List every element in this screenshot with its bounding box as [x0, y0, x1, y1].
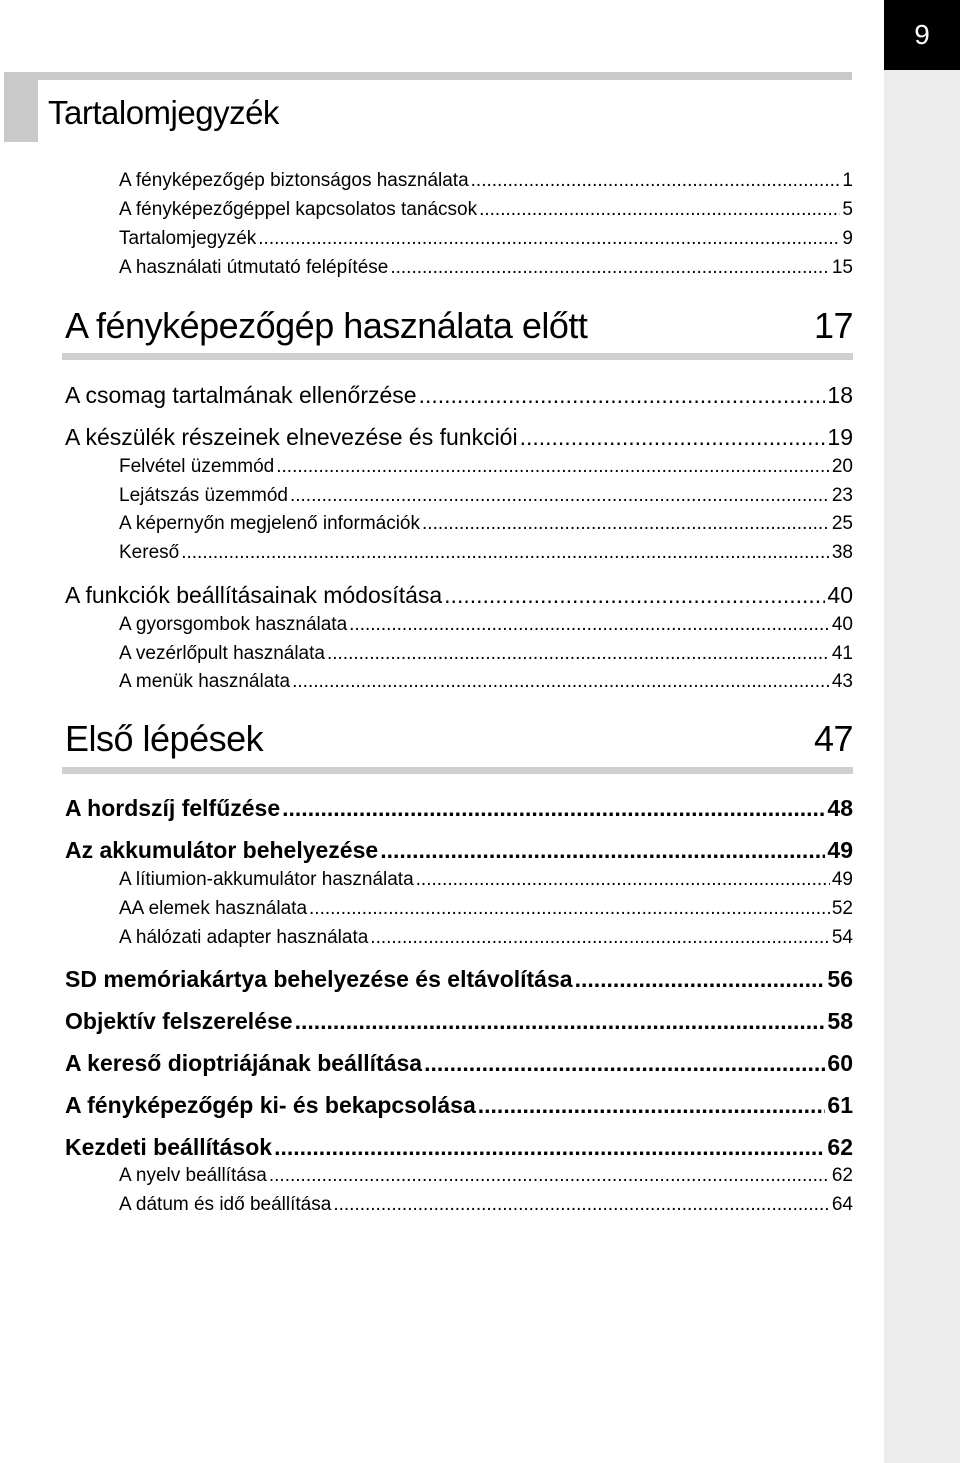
toc-section[interactable]	[65, 1092, 853, 1119]
toc-section-page: 60	[827, 1050, 853, 1076]
leader-dots	[380, 837, 825, 864]
toc-entry-label: A használati útmutató felépítése	[119, 257, 389, 278]
chapter-page: 17	[813, 305, 853, 346]
leader-dots	[424, 1050, 825, 1077]
toc-item-label: A képernyőn megjelenő információk	[119, 513, 421, 534]
toc-item[interactable]	[119, 614, 853, 636]
toc-section[interactable]	[65, 837, 853, 864]
toc-entry[interactable]	[119, 228, 853, 250]
chapter-rule	[62, 353, 853, 360]
toc-item[interactable]	[119, 898, 853, 920]
toc-item[interactable]	[119, 643, 853, 665]
toc-section-label: A fényképezőgép ki- és bekapcsolása	[65, 1092, 476, 1118]
leader-dots	[292, 671, 830, 693]
toc-entry-page: 5	[842, 199, 853, 220]
toc-section[interactable]	[65, 1134, 853, 1161]
toc-item-label: Lejátszás üzemmód	[119, 485, 288, 506]
leader-dots	[258, 228, 840, 250]
toc-item-label: A vezérlőpult használata	[119, 643, 325, 664]
leader-dots	[290, 485, 830, 507]
leader-dots	[390, 257, 830, 279]
toc-section-label: A hordszíj felfűzése	[65, 795, 281, 821]
toc-entry-label: A fényképezőgép biztonságos használata	[119, 170, 469, 191]
toc-section-label: Az akkumulátor behelyezése	[65, 837, 379, 863]
toc-item-page: 54	[831, 927, 853, 948]
toc-section-page: 19	[827, 424, 853, 450]
toc-item[interactable]	[119, 542, 853, 564]
leader-dots	[349, 614, 830, 636]
leader-dots	[276, 456, 830, 478]
toc-item-label: A dátum és idő beállítása	[119, 1194, 332, 1215]
toc-item-label: Kereső	[119, 542, 180, 563]
chapter-title: A fényképezőgép használata előtt	[65, 305, 588, 346]
leader-dots	[479, 199, 840, 221]
toc-section[interactable]	[65, 582, 853, 609]
toc-item-page: 64	[831, 1194, 853, 1215]
toc-item-label: Felvétel üzemmód	[119, 456, 275, 477]
toc-item[interactable]	[119, 513, 853, 535]
toc-item[interactable]	[119, 671, 853, 693]
toc-item-page: 52	[831, 898, 853, 919]
leader-dots	[478, 1092, 826, 1119]
toc-section-label: A csomag tartalmának ellenőrzése	[65, 382, 417, 408]
chapter-heading[interactable]	[65, 718, 853, 760]
chapter-heading[interactable]	[65, 305, 853, 347]
toc-entry-label: A fényképezőgéppel kapcsolatos tanácsok	[119, 199, 478, 220]
toc-item-page: 25	[831, 513, 853, 534]
leader-dots	[333, 1194, 830, 1216]
toc-entry-page: 1	[842, 170, 853, 191]
toc-section-page: 40	[827, 582, 853, 608]
toc-section[interactable]	[65, 1050, 853, 1077]
toc-entry[interactable]	[119, 170, 853, 192]
chapter-title: Első lépések	[65, 718, 264, 759]
toc-section[interactable]	[65, 382, 853, 409]
toc-item[interactable]	[119, 1194, 853, 1216]
leader-dots	[274, 1134, 825, 1161]
leader-dots	[327, 643, 830, 665]
page-title: Tartalomjegyzék	[48, 94, 279, 131]
title-bar-block	[4, 72, 38, 142]
toc-item-page: 49	[831, 869, 853, 890]
toc-item-page: 40	[831, 614, 853, 635]
toc-item-label: A lítiumion-akkumulátor használata	[119, 869, 414, 890]
toc-section-page: 61	[827, 1092, 853, 1118]
toc-item-page: 62	[831, 1165, 853, 1186]
leader-dots	[309, 898, 830, 920]
leader-dots	[575, 966, 826, 993]
toc-item-page: 43	[831, 671, 853, 692]
toc-item[interactable]	[119, 1165, 853, 1187]
leader-dots	[416, 869, 830, 891]
leader-dots	[419, 382, 826, 409]
leader-dots	[181, 542, 830, 564]
toc-section-label: Objektív felszerelése	[65, 1008, 293, 1034]
title-bar-line	[4, 72, 852, 80]
toc-section-page: 56	[827, 966, 853, 992]
title-bar	[4, 72, 852, 142]
toc-section-label: A funkciók beállításainak módosítása	[65, 582, 443, 608]
toc-item-page: 41	[831, 643, 853, 664]
toc-section-page: 49	[827, 837, 853, 863]
page-number-tab: 9	[884, 0, 960, 70]
toc-section[interactable]	[65, 1008, 853, 1035]
leader-dots	[444, 582, 825, 609]
toc-item[interactable]	[119, 927, 853, 949]
toc-section-page: 48	[827, 795, 853, 821]
toc-entry[interactable]	[119, 199, 853, 221]
toc-item-label: A menük használata	[119, 671, 291, 692]
toc-item-label: A nyelv beállítása	[119, 1165, 267, 1186]
toc-item-label: AA elemek használata	[119, 898, 308, 919]
toc-entry[interactable]	[119, 257, 853, 279]
toc-entry-page: 9	[842, 228, 853, 249]
toc-item[interactable]	[119, 456, 853, 478]
toc-section-label: A készülék részeinek elnevezése és funkciói	[65, 424, 518, 450]
toc-item[interactable]	[119, 485, 853, 507]
leader-dots	[269, 1165, 830, 1187]
leader-dots	[471, 170, 841, 192]
toc-section-page: 18	[827, 382, 853, 408]
chapter-page: 47	[813, 718, 853, 759]
toc-item-page: 23	[831, 485, 853, 506]
toc-section[interactable]	[65, 966, 853, 993]
side-strip	[884, 0, 960, 1463]
toc-section-page: 62	[827, 1134, 853, 1160]
leader-dots	[370, 927, 830, 949]
chapter-rule	[62, 767, 853, 774]
toc-section[interactable]	[65, 795, 853, 822]
toc-entry-label: Tartalomjegyzék	[119, 228, 257, 249]
toc-item[interactable]	[119, 869, 853, 891]
toc-section-label: SD memóriakártya behelyezése és eltávolítása	[65, 966, 573, 992]
toc-section[interactable]	[65, 424, 853, 451]
leader-dots	[282, 795, 825, 822]
leader-dots	[422, 513, 830, 535]
toc-section-page: 58	[827, 1008, 853, 1034]
toc-section-label: Kezdeti beállítások	[65, 1134, 273, 1160]
toc-section-label: A kereső dioptriájának beállítása	[65, 1050, 423, 1076]
toc-item-page: 20	[831, 456, 853, 477]
toc-item-label: A hálózati adapter használata	[119, 927, 369, 948]
leader-dots	[520, 424, 826, 451]
toc-entry-page: 15	[831, 257, 853, 278]
toc-item-page: 38	[831, 542, 853, 563]
toc-item-label: A gyorsgombok használata	[119, 614, 348, 635]
leader-dots	[295, 1008, 826, 1035]
